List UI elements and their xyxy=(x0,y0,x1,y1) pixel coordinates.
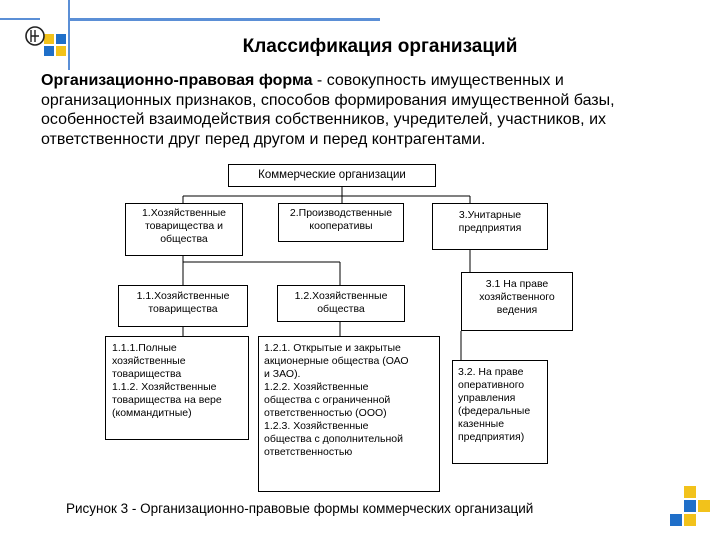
node-business-partnerships-companies: 1.Хозяйственные товарищества и общества xyxy=(125,203,243,256)
node-operational-management-right: 3.2. На праве оперативного управления (федеральные казенные предприятия) xyxy=(452,360,548,464)
node-production-cooperatives: 2.Производственные кооперативы xyxy=(278,203,404,242)
definition-text: - совокупность имущественных и организационных признаков, способов формирования имущественной базы, особенностей взаимодействия собственников, учредителей, участников, их ответственности друг перед другом и перед контрагентами. xyxy=(41,72,615,148)
node-business-companies: 1.2.Хозяйственные общества xyxy=(277,285,405,322)
node-economic-management-right: 3.1 На праве хозяйственного ведения xyxy=(461,272,573,331)
node-business-partnerships: 1.1.Хозяйственные товарищества xyxy=(118,285,248,327)
node-full-and-limited-partnerships: 1.1.1.Полные хозяйственные товарищества 1.1.2. Хозяйственные товарищества на вере (коммандитные) xyxy=(105,336,249,440)
node-unitary-enterprises: 3.Унитарные предприятия xyxy=(432,203,548,250)
figure-caption: Рисунок 3 - Организационно-правовые формы коммерческих организаций xyxy=(66,501,534,516)
definition-term: Организационно-правовая форма xyxy=(41,72,313,89)
node-commercial-organizations: Коммерческие организации xyxy=(228,164,436,187)
node-joint-stock-and-llc: 1.2.1. Открытые и закрытые акционерные общества (ОАО и ЗАО). 1.2.2. Хозяйственные общества с ограниченной ответственностью (ООО) 1.2.3. Хозяйственные общества с дополнительной ответственностью xyxy=(258,336,440,492)
page-title: Классификация организаций xyxy=(242,36,518,57)
corner-squares-icon xyxy=(664,486,714,536)
